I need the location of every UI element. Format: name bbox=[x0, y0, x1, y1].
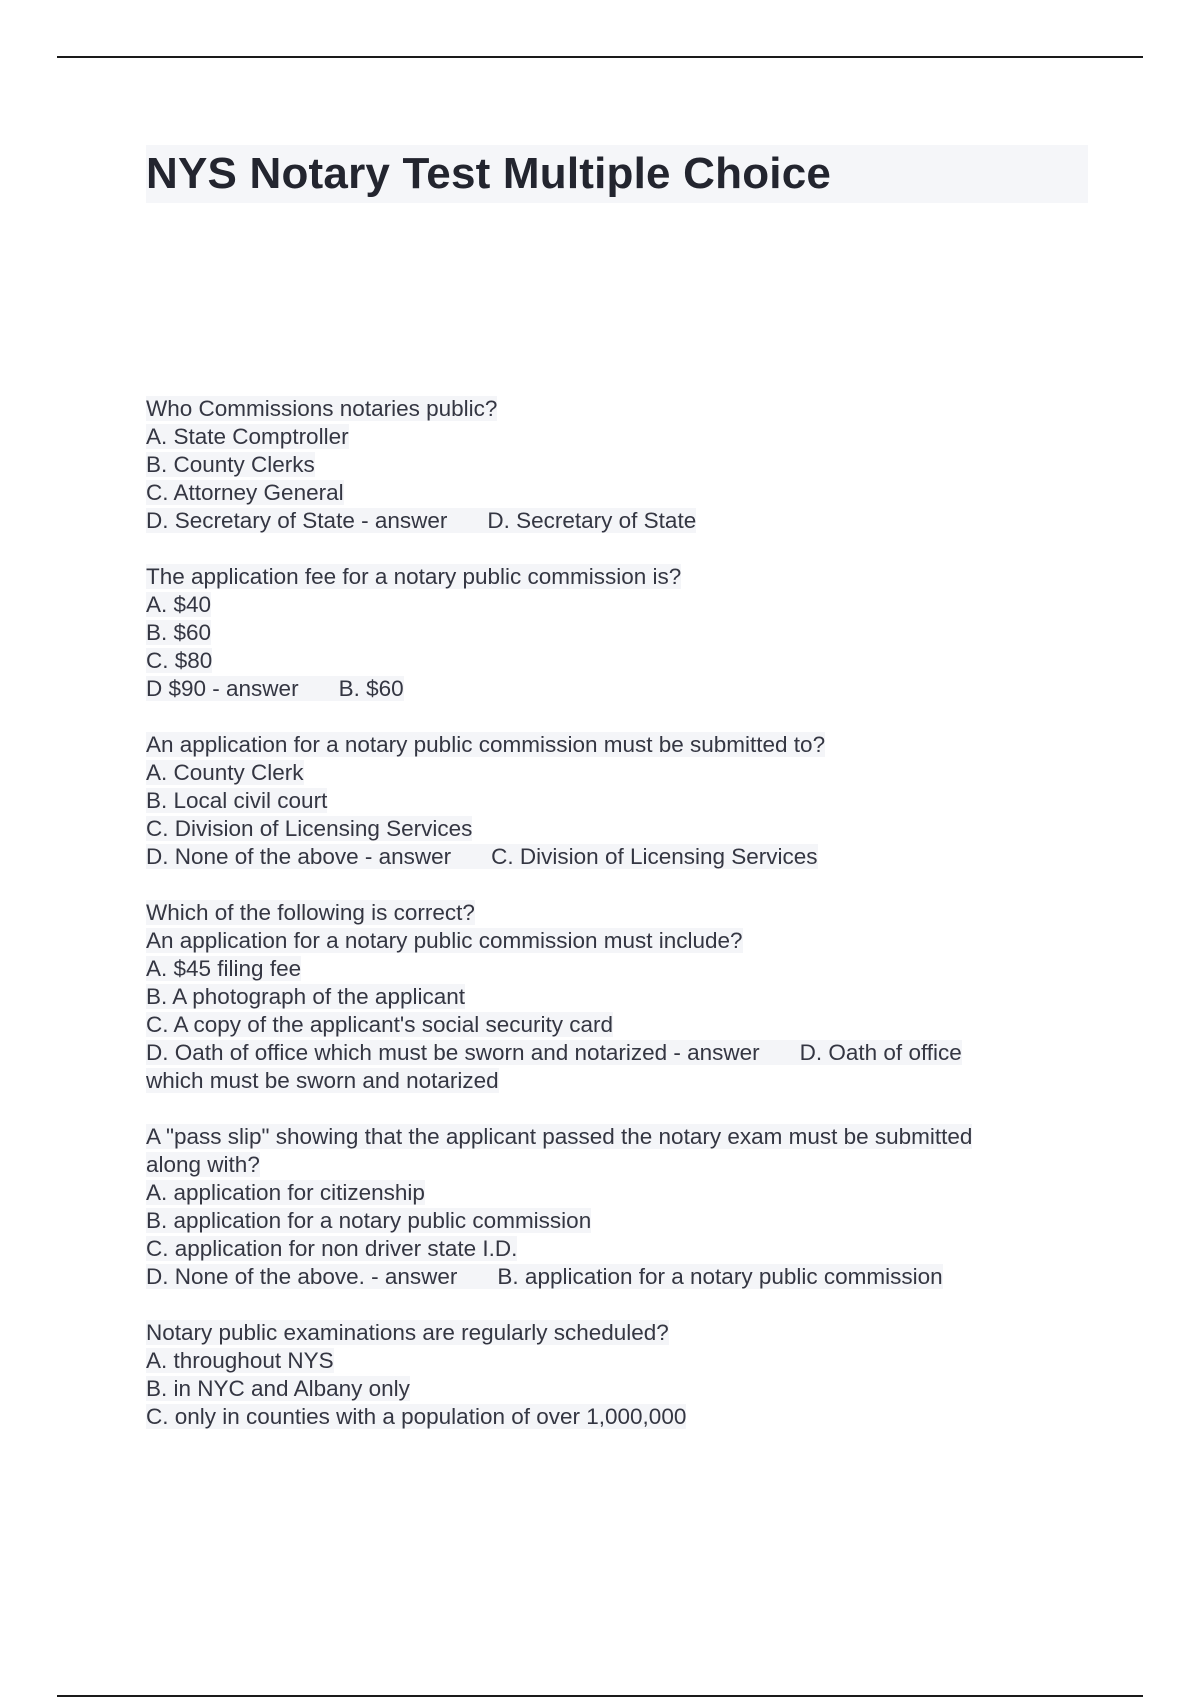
option-b: B. County Clerks bbox=[146, 452, 315, 477]
question-prompt: Who Commissions notaries public? bbox=[146, 396, 498, 421]
answer-value: D. Secretary of State bbox=[487, 508, 697, 533]
question-prompt-line-2: along with? bbox=[146, 1152, 260, 1177]
option-b: B. Local civil court bbox=[146, 788, 328, 813]
answer-value: C. Division of Licensing Services bbox=[491, 844, 818, 869]
question-6 bbox=[146, 1319, 1046, 1431]
option-c: C. $80 bbox=[146, 648, 213, 673]
question-4 bbox=[146, 899, 1046, 1095]
question-2 bbox=[146, 563, 1046, 703]
answer-line: D. Secretary of State - answer bbox=[146, 508, 448, 533]
option-b: B. application for a notary public commission bbox=[146, 1208, 592, 1233]
top-rule bbox=[57, 56, 1143, 58]
question-prompt-line-1: Which of the following is correct? bbox=[146, 900, 475, 925]
question-1 bbox=[146, 395, 1046, 535]
question-prompt-line-1: A "pass slip" showing that the applicant passed the notary exam must be submitted bbox=[146, 1124, 973, 1149]
answer-line: D. Oath of office which must be sworn and notarized - answer bbox=[146, 1040, 760, 1065]
answer-value: D. Oath of office bbox=[799, 1040, 962, 1065]
bottom-rule bbox=[57, 1695, 1143, 1697]
question-prompt: Notary public examinations are regularly scheduled? bbox=[146, 1320, 669, 1345]
option-b: B. A photograph of the applicant bbox=[146, 984, 465, 1009]
question-prompt: An application for a notary public commission must be submitted to? bbox=[146, 732, 826, 757]
option-c: C. only in counties with a population of over 1,000,000 bbox=[146, 1404, 687, 1429]
option-c: C. Attorney General bbox=[146, 480, 344, 505]
option-a: A. County Clerk bbox=[146, 760, 304, 785]
question-prompt: The application fee for a notary public commission is? bbox=[146, 564, 682, 589]
option-b: B. $60 bbox=[146, 620, 212, 645]
option-c: C. Division of Licensing Services bbox=[146, 816, 473, 841]
answer-line: D. None of the above - answer bbox=[146, 844, 452, 869]
question-list bbox=[146, 395, 1046, 1459]
option-a: A. $40 bbox=[146, 592, 212, 617]
option-a: A. application for citizenship bbox=[146, 1180, 425, 1205]
answer-value: B. $60 bbox=[338, 676, 404, 701]
option-b: B. in NYC and Albany only bbox=[146, 1376, 410, 1401]
answer-value-continued: which must be sworn and notarized bbox=[146, 1068, 499, 1093]
answer-line: D $90 - answer bbox=[146, 676, 299, 701]
option-c: C. application for non driver state I.D. bbox=[146, 1236, 518, 1261]
answer-line: D. None of the above. - answer bbox=[146, 1264, 458, 1289]
page-title: NYS Notary Test Multiple Choice bbox=[146, 149, 832, 198]
title-block bbox=[146, 145, 1088, 203]
option-c: C. A copy of the applicant's social security card bbox=[146, 1012, 614, 1037]
question-3 bbox=[146, 731, 1046, 871]
option-a: A. State Comptroller bbox=[146, 424, 349, 449]
answer-value: B. application for a notary public commission bbox=[497, 1264, 943, 1289]
question-5 bbox=[146, 1123, 1046, 1291]
option-a: A. throughout NYS bbox=[146, 1348, 334, 1373]
question-prompt-line-2: An application for a notary public commission must include? bbox=[146, 928, 743, 953]
option-a: A. $45 filing fee bbox=[146, 956, 302, 981]
